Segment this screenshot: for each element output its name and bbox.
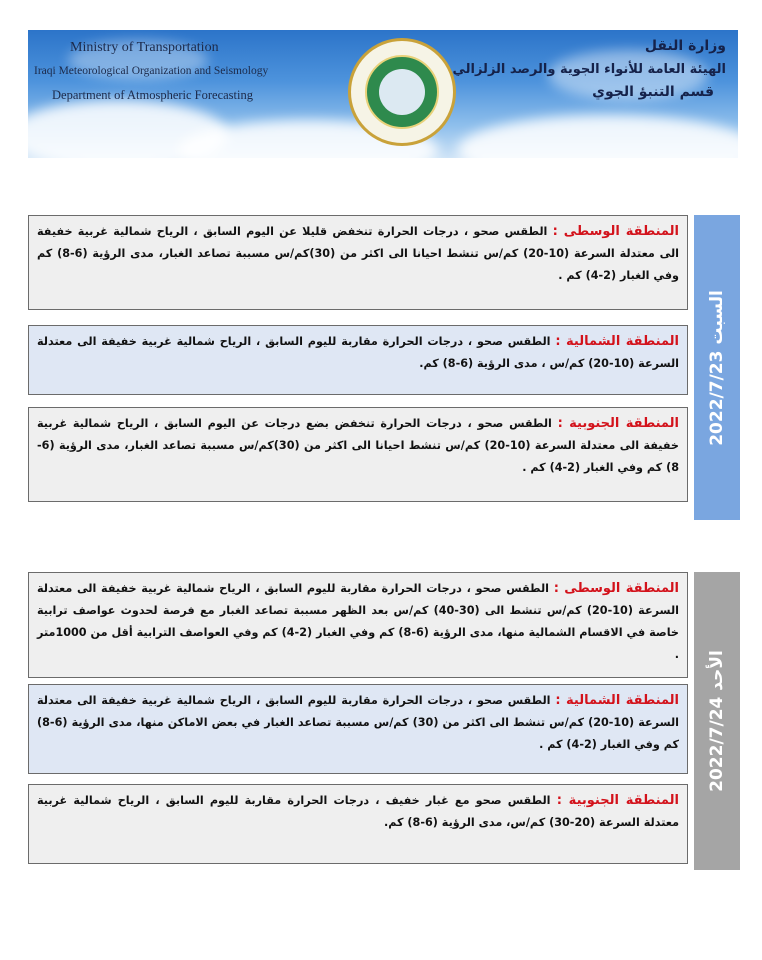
region-text: الطقس صحو مع غبار خفيف ، درجات الحرارة مقاربة لليوم السابق ، الرياح شمالية غربية معتدلة السرعة (20-30) كم/س، مدى الرؤية (6-8) كم. — [37, 794, 679, 829]
region-name: المنطقة الجنوبية : — [557, 416, 679, 431]
en-ministry: Ministry of Transportation — [70, 40, 219, 55]
region-north-day2 — [28, 684, 688, 774]
region-name: المنطقة الشمالية : — [555, 693, 679, 708]
day-forecast-2 — [28, 572, 740, 870]
ar-ministry: وزارة النقل — [644, 38, 726, 54]
region-name: المنطقة الوسطى : — [553, 581, 679, 596]
ar-dept: قسم التنبؤ الجوي — [592, 84, 714, 100]
organization-logo — [348, 38, 456, 146]
region-text: الطقس صحو ، درجات الحرارة مقاربة لليوم السابق ، الرياح شمالية غربية خفيفة الى معتدلة السرعة (10-20) كم/س تنشط الى (30-40) كم/س بعد الظهر مسببة تصاعد الغبار مع فرصة لحدوث عواصف ترابية خاصة في الاقسام الشمالية منها، مدى الرؤية (6-8) كم وفي الغبار (2-4) كم وفي العواصف الترابية أقل من 1000متر . — [37, 582, 679, 661]
region-central-day2 — [28, 572, 688, 678]
region-text: الطقس صحو ، درجات الحرارة تنخفض بضع درجات عن اليوم السابق ، الرياح شمالية غربية خفيفة الى معتدلة السرعة (10-20) كم/س تنشط احيانا الى اكثر من (30)كم/س مسببة تصاعد الغبار، مدى الرؤية (6-8) كم وفي الغبار (2-4) كم . — [37, 417, 679, 474]
day-label-1: السبت 2022/7/23 — [707, 289, 727, 446]
region-south-day1 — [28, 407, 688, 502]
region-central-day1 — [28, 215, 688, 310]
region-name: المنطقة الوسطى : — [552, 224, 679, 239]
day-tab-2 — [694, 572, 740, 870]
day-tab-1 — [694, 215, 740, 520]
region-name: المنطقة الشمالية : — [555, 334, 679, 349]
ar-org: الهيئة العامة للأنواء الجوية والرصد الزلزالي — [452, 62, 726, 77]
region-text: الطقس صحو ، درجات الحرارة تنخفض قليلا عن اليوم السابق ، الرياح شمالية غربية خفيفة الى معتدلة السرعة (10-20) كم/س تنشط احيانا الى اكثر من (30)كم/س مسببة تصاعد الغبار، مدى الرؤية (6-8) كم وفي الغبار (2-4) كم . — [37, 225, 679, 282]
region-name: المنطقة الجنوبية : — [556, 793, 679, 808]
region-south-day2 — [28, 784, 688, 864]
region-text: الطقس صحو ، درجات الحرارة مقاربة لليوم السابق ، الرياح شمالية غربية خفيفة الى معتدلة السرعة (10-20) كم/س تنشط الى اكثر من (30) كم/س مسببة تصاعد الغبار في بعض الاماكن منها، مدى الرؤية (6-8) كم وفي الغبار (2-4) كم . — [37, 694, 679, 751]
en-org: Iraqi Meteorological Organization and Seismology — [34, 65, 269, 77]
en-dept: Department of Atmospheric Forecasting — [52, 88, 253, 102]
day-forecast-1 — [28, 215, 740, 520]
region-north-day1 — [28, 325, 688, 395]
region-text: الطقس صحو ، درجات الحرارة مقاربة لليوم السابق ، الرياح شمالية غربية خفيفة الى معتدلة السرعة (10-20) كم/س ، مدى الرؤية (6-8) كم. — [37, 335, 679, 370]
day-label-2: الأحد 2022/7/24 — [707, 650, 727, 792]
header-banner — [28, 30, 738, 158]
